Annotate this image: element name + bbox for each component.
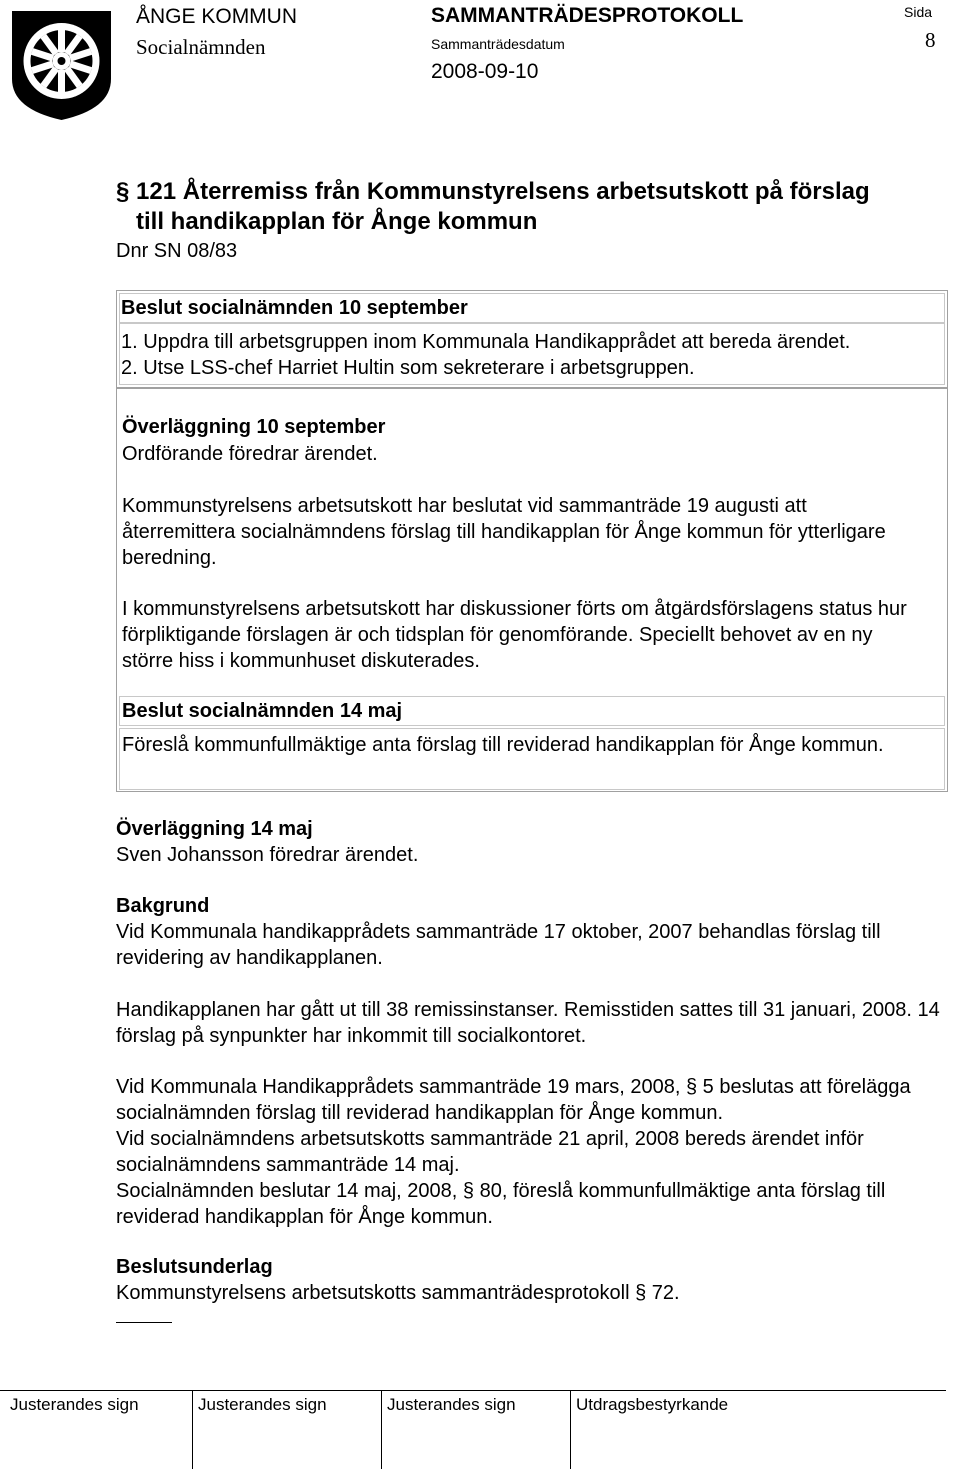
- basis-heading: Beslutsunderlag: [116, 1256, 273, 1278]
- footer-separator: [192, 1391, 193, 1469]
- paragraph-discussion: I kommunstyrelsens arbetsutskott har diskussioner förts om åtgärdsförslagens status hur förpliktigande förslagen är och tidsplan för genomförande. Speciellt behovet av en ny större hiss i kommunhuset diskuterades.: [122, 598, 907, 672]
- section-sign: §: [635, 1282, 647, 1304]
- deliberation-text-september: Ordförande föredrar ärendet.: [122, 443, 378, 465]
- background-paragraph-1: Vid Kommunala handikapprådets sammanträde 17 oktober, 2007 behandlas förslag till revidering av handikapplanen.: [116, 921, 881, 969]
- board-name: Socialnämnden: [136, 35, 266, 59]
- section-sign: §: [462, 1180, 475, 1202]
- background-heading: Bakgrund: [116, 895, 210, 917]
- basis-text: Kommunstyrelsens arbetsutskotts sammanträdesprotokoll § 72.: [116, 1282, 680, 1304]
- footer-signature-3: Justerandes sign: [387, 1395, 516, 1414]
- org-name: ÅNGE KOMMUN: [136, 5, 298, 28]
- footer-signature-2: Justerandes sign: [198, 1395, 327, 1414]
- document-type: SAMMANTRÄDESPROTOKOLL: [431, 4, 744, 27]
- background-paragraph-3c: Vid socialnämndens arbetsutskotts sammanträde 21 april, 2008 bereds ärendet inför socialnämndens sammanträde 14 maj.: [116, 1128, 864, 1176]
- decision-heading-may: Beslut socialnämnden 14 maj: [122, 700, 403, 722]
- background-paragraph-2: Handikapplanen har gått ut till 38 remissinstanser. Remisstiden sattes till 31 januari, 2008. 14 förslag på synpunkter har inkommit till socialkontoret.: [116, 999, 940, 1047]
- footer-certification: Utdragsbestyrkande: [576, 1395, 729, 1414]
- ange-kommun-wheel-emblem-icon: [10, 9, 113, 122]
- diary-number: Dnr SN 08/83: [116, 240, 238, 262]
- item-title: [116, 176, 870, 207]
- deliberation-heading-september: Överläggning 10 september: [122, 416, 386, 438]
- paragraph-return: Kommunstyrelsens arbetsutskott har beslutat vid sammanträde 19 augusti att återremittera socialnämndens förslag till handikapplan för Ånge kommun för ytterligare beredning.: [122, 495, 886, 569]
- decision-item-2: 2. Utse LSS-chef Harriet Hultin som sekreterare i arbetsgruppen.: [121, 357, 695, 379]
- end-rule: [116, 1322, 172, 1323]
- background-paragraph-3d: Socialnämnden beslutar 14 maj, 2008, § 80, föreslå kommunfullmäktige anta förslag till reviderad handikapplan för Ånge kommun.: [116, 1180, 886, 1228]
- decision-item-1: 1. Uppdra till arbetsgruppen inom Kommunala Handikapprådet att bereda ärendet.: [121, 331, 851, 353]
- section-sign: §: [116, 178, 130, 205]
- decision-heading-september: Beslut socialnämnden 10 september: [121, 297, 468, 319]
- meeting-date: 2008-09-10: [431, 60, 539, 83]
- item-title-line1: 121 Återremiss från Kommunstyrelsens arbetsutskott på förslag: [136, 178, 870, 205]
- page-number: 8: [925, 28, 936, 52]
- deliberation-text-may: Sven Johansson föredrar ärendet.: [116, 844, 419, 866]
- background-paragraph-3a: Vid Kommunala Handikapprådets sammanträde 19 mars, 2008, § 5 beslutas att förelägga socialnämnden förslag till reviderad handikapplan för Ånge kommun.: [116, 1076, 911, 1124]
- deliberation-heading-may: Överläggning 14 maj: [116, 818, 313, 840]
- section-sign: §: [685, 1076, 698, 1098]
- footer-separator: [570, 1391, 571, 1469]
- footer-signature-1: Justerandes sign: [10, 1395, 139, 1414]
- item-title-line2: till handikapplan för Ånge kommun: [136, 208, 538, 235]
- footer-separator: [381, 1391, 382, 1469]
- date-label: Sammanträdesdatum: [431, 36, 565, 52]
- decision-text-may: Föreslå kommunfullmäktige anta förslag till reviderad handikapplan för Ånge kommun.: [122, 734, 884, 756]
- page-label: Sida: [904, 4, 933, 20]
